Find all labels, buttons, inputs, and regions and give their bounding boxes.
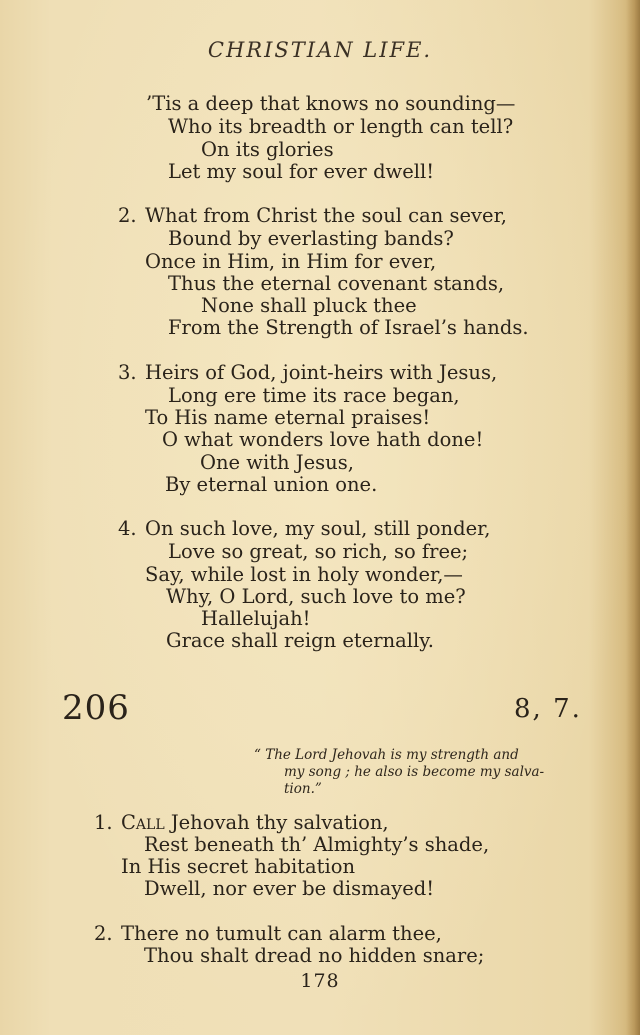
stanza-number: 2.: [94, 922, 113, 945]
verse-line: Who its breadth or length can tell?: [168, 115, 514, 138]
verse-line: Long ere time its race began,: [168, 384, 460, 407]
verse-line: What from Christ the soul can sever,: [145, 204, 507, 227]
verse-line: Rest beneath th’ Almighty’s shade,: [144, 833, 490, 856]
initial-word: Call: [121, 811, 165, 834]
verse-line: Why, O Lord, such love to me?: [166, 585, 466, 608]
stanza-number: 3.: [118, 361, 137, 384]
verse-line: None shall pluck thee: [201, 294, 417, 317]
verse-line: Dwell, nor ever be dismayed!: [144, 877, 435, 900]
verse-line: On such love, my soul, still ponder,: [145, 517, 491, 540]
stanza-number: 4.: [118, 517, 137, 540]
verse-line: Once in Him, in Him for ever,: [145, 250, 437, 273]
verse-line: There no tumult can alarm thee,: [121, 922, 442, 945]
stanza-number: 2.: [118, 204, 137, 227]
verse-line: In His secret habitation: [121, 855, 356, 878]
running-head: CHRISTIAN LIFE.: [207, 38, 433, 62]
hymn-meter: 8, 7.: [514, 694, 582, 724]
verse-line: From the Strength of Israel’s hands.: [168, 316, 529, 339]
epigraph-line: my song ; he also is become my salva-: [284, 764, 545, 780]
verse-line-first: [121, 812, 389, 835]
verse-line: Bound by everlasting bands?: [168, 227, 454, 250]
verse-line: To His name eternal praises!: [145, 406, 431, 429]
verse-line: Heirs of God, joint-heirs with Jesus,: [145, 361, 498, 384]
verse-line: Love so great, so rich, so free;: [168, 540, 469, 563]
verse-line: One with Jesus,: [200, 451, 354, 474]
verse-line: By eternal union one.: [165, 473, 378, 496]
verse-line: Thus the eternal covenant stands,: [168, 272, 505, 295]
hymn-number: 206: [62, 688, 130, 728]
verse-line-rest: Jehovah thy salvation,: [164, 811, 389, 834]
verse-line: Say, while lost in holy wonder,—: [145, 563, 463, 586]
verse-line: Grace shall reign eternally.: [166, 629, 434, 652]
verse-line: On its glories: [201, 138, 334, 161]
page-edge-shadow: [626, 0, 640, 1035]
stanza-number: 1.: [94, 811, 113, 834]
epigraph-line: “ The Lord Jehovah is my strength and: [254, 747, 519, 763]
verse-line: O what wonders love hath done!: [162, 428, 484, 451]
verse-line: Thou shalt dread no hidden snare;: [144, 944, 485, 967]
epigraph-line: tion.”: [284, 781, 322, 797]
verse-line: ’Tis a deep that knows no sounding—: [146, 92, 516, 115]
verse-line: Let my soul for ever dwell!: [168, 160, 435, 183]
page-number: 178: [300, 970, 340, 992]
verse-line: Hallelujah!: [201, 607, 311, 630]
